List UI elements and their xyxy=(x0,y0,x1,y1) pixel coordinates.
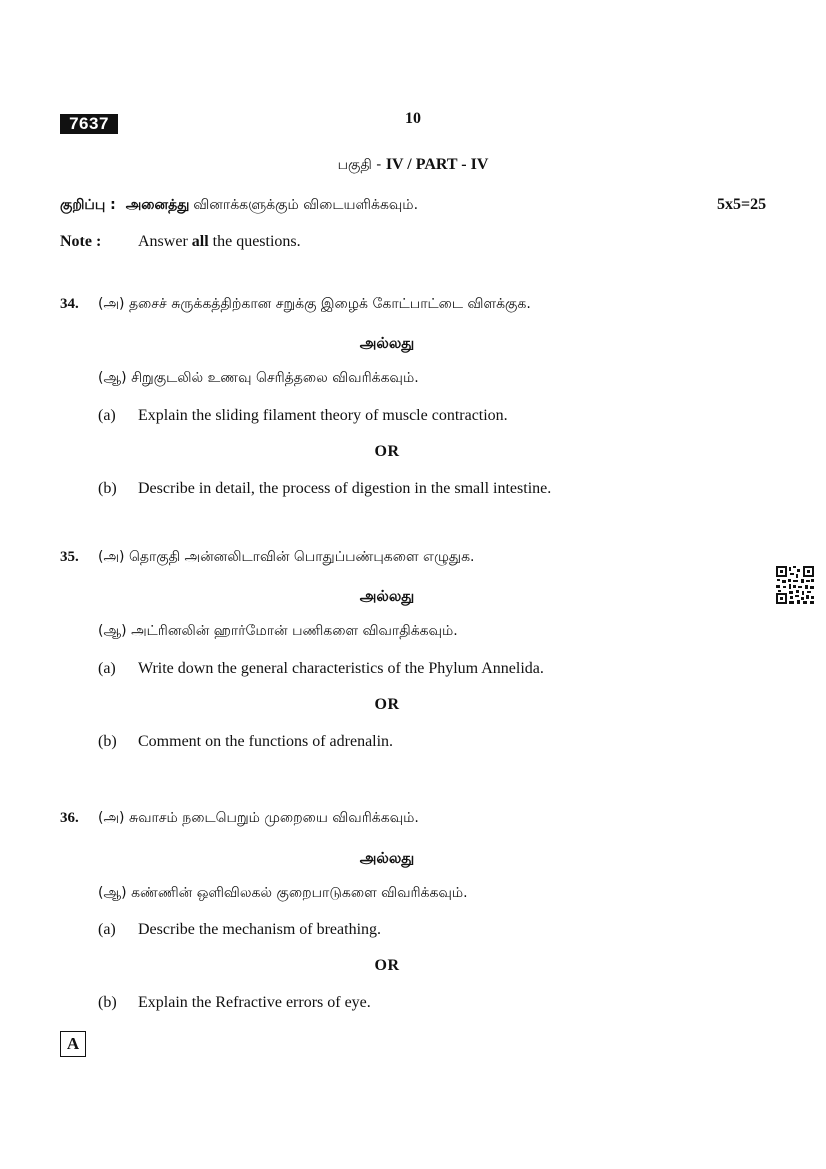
question-number: 36. xyxy=(60,810,79,826)
marks-allocation: 5x5=25 xyxy=(717,196,767,213)
tamil-option-b xyxy=(98,623,458,641)
tamil-option-a-text: சுவாசம் நடைபெறும் முறையை விவரிக்கவும். xyxy=(128,810,419,826)
tamil-option-b xyxy=(98,370,419,388)
paper-code-badge: 7637 xyxy=(60,114,118,134)
tamil-or-separator: அல்லது xyxy=(359,849,415,867)
english-option-b-label: (b) xyxy=(98,480,117,497)
tamil-note-label: குறிப்பு : xyxy=(60,197,116,213)
english-option-a-label: (a) xyxy=(98,921,116,938)
tamil-option-b-label: (ஆ) xyxy=(98,370,127,386)
tamil-instruction xyxy=(60,196,418,215)
english-option-b-label: (b) xyxy=(98,733,117,750)
english-or-separator: OR xyxy=(374,443,400,460)
tamil-note-bold: அனைத்து xyxy=(125,197,190,213)
tamil-option-b-text: அட்ரினலின் ஹார்மோன் பணிகளை விவாதிக்கவும். xyxy=(131,623,458,639)
tamil-option-a xyxy=(98,549,474,567)
tamil-option-a-text: தசைச் சுருக்கத்திற்கான சறுக்கு இழைக் கோட்பாட்டை விளக்குக. xyxy=(128,296,531,312)
tamil-option-a-text: தொகுதி அன்னலிடாவின் பொதுப்பண்புகளை எழுதுக. xyxy=(128,549,475,565)
tamil-option-a-label: (அ) xyxy=(98,810,125,826)
english-option-a-text: Describe the mechanism of breathing. xyxy=(138,921,382,938)
english-option-b-text: Describe in detail, the process of digestion in the small intestine. xyxy=(138,480,552,497)
english-option-a-label: (a) xyxy=(98,660,116,677)
part-heading-tamil: பகுதி - xyxy=(337,157,386,173)
english-note-pre: Answer xyxy=(138,233,188,250)
page-number: 10 xyxy=(405,110,421,127)
tamil-note-text: வினாக்களுக்கும் விடையளிக்கவும். xyxy=(193,197,419,213)
part-heading xyxy=(0,156,826,175)
tamil-option-b-text: கண்ணின் ஒளிவிலகல் குறைபாடுகளை விவரிக்கவும். xyxy=(131,885,468,901)
tamil-or-separator: அல்லது xyxy=(359,587,415,605)
part-heading-english: IV / PART - IV xyxy=(385,156,489,173)
question-number: 34. xyxy=(60,296,79,312)
english-note-bold: all xyxy=(191,233,209,250)
tamil-option-b xyxy=(98,885,468,903)
english-option-b-text: Explain the Refractive errors of eye. xyxy=(138,994,371,1011)
english-option-a-text: Explain the sliding filament theory of muscle contraction. xyxy=(138,407,508,424)
tamil-option-b-text: சிறுகுடலில் உணவு செரித்தலை விவரிக்கவும். xyxy=(131,370,419,386)
tamil-option-a xyxy=(98,810,419,828)
tamil-option-b-label: (ஆ) xyxy=(98,885,127,901)
qr-code-icon xyxy=(775,565,815,605)
english-instruction xyxy=(138,233,301,251)
tamil-option-b-label: (ஆ) xyxy=(98,623,127,639)
tamil-option-a xyxy=(98,296,531,314)
english-option-a-label: (a) xyxy=(98,407,116,424)
english-option-b-text: Comment on the functions of adrenalin. xyxy=(138,733,394,750)
section-mark-box: A xyxy=(60,1031,86,1057)
english-or-separator: OR xyxy=(374,696,400,713)
english-or-separator: OR xyxy=(374,957,400,974)
english-note-label: Note : xyxy=(60,233,102,250)
question-number: 35. xyxy=(60,549,79,565)
english-option-b-label: (b) xyxy=(98,994,117,1011)
tamil-option-a-label: (அ) xyxy=(98,296,125,312)
english-note-post: the questions. xyxy=(212,233,301,250)
tamil-option-a-label: (அ) xyxy=(98,549,125,565)
tamil-or-separator: அல்லது xyxy=(359,334,415,352)
english-option-a-text: Write down the general characteristics of the Phylum Annelida. xyxy=(138,660,544,677)
